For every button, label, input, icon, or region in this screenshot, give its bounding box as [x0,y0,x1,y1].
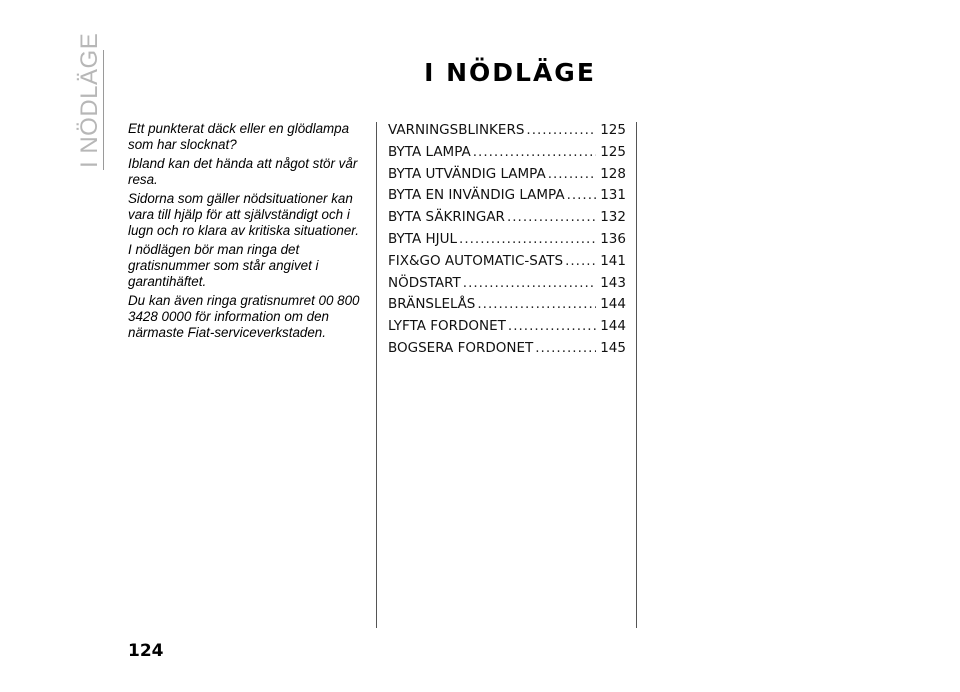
toc-entry-page: 141 [600,252,626,269]
side-tab-rule [103,50,104,170]
column-divider-right [636,122,637,628]
toc-entry-page: 132 [600,209,626,226]
toc-entry-page: 145 [600,339,626,356]
intro-paragraph: Ett punkterat däck eller en glödlampa som har slocknat? [128,121,350,152]
toc-entry[interactable] [388,187,626,209]
toc-leader-dots [526,122,596,138]
toc-entry[interactable] [388,296,626,318]
toc-entry[interactable] [388,209,626,231]
toc-entry-page: 136 [600,230,626,247]
page-title: I NÖDLÄGE [424,58,596,87]
toc-entry-page: 131 [600,187,626,204]
toc-entry-title: BYTA EN INVÄNDIG LAMPA [388,187,565,204]
toc-leader-dots [535,340,596,356]
toc-entry[interactable] [388,122,626,144]
toc-leader-dots [548,166,597,182]
toc-entry[interactable] [388,253,626,275]
table-of-contents [388,122,626,362]
toc-entry-title: BRÄNSLELÅS [388,296,476,313]
intro-paragraph: I nödlägen bör man ringa det gratisnummer som står angivet i garantihäftet. [128,242,319,289]
toc-entry-title: BYTA SÄKRINGAR [388,209,505,226]
toc-entry-title: FIX&GO AUTOMATIC-SATS [388,252,564,269]
toc-entry[interactable] [388,318,626,340]
intro-paragraph: Sidorna som gäller nödsituationer kan vara till hjälp för att självständigt och i lugn och ro klara av kritiska situationer. [128,191,359,238]
toc-entry-page: 144 [600,318,626,335]
toc-entry-title: BYTA UTVÄNDIG LAMPA [388,165,546,182]
toc-entry-title: BYTA HJUL [388,230,458,247]
toc-entry[interactable] [388,275,626,297]
toc-leader-dots [508,318,596,334]
page-number: 124 [128,641,164,661]
toc-entry[interactable] [388,166,626,188]
toc-leader-dots [507,209,596,225]
toc-entry-title: BYTA LAMPA [388,143,471,160]
side-section-label: I NÖDLÄGE [76,32,103,168]
toc-entry-page: 143 [600,274,626,291]
toc-entry-title: BOGSERA FORDONET [388,339,534,356]
toc-leader-dots [567,187,597,203]
toc-entry-title: NÖDSTART [388,274,461,291]
toc-entry[interactable] [388,231,626,253]
intro-text [128,121,368,344]
toc-leader-dots [473,144,596,160]
toc-entry[interactable] [388,340,626,362]
toc-entry-title: LYFTA FORDONET [388,318,506,335]
toc-entry-title: VARNINGSBLINKERS [388,122,525,138]
toc-entry-page: 125 [600,122,626,138]
column-divider-left [376,122,377,628]
toc-leader-dots [459,231,596,247]
toc-entry-page: 125 [600,143,626,160]
intro-paragraph: Ibland kan det hända att något stör vår resa. [128,156,358,187]
toc-leader-dots [477,296,596,312]
toc-entry[interactable] [388,144,626,166]
toc-entry-page: 128 [600,165,626,182]
intro-paragraph: Du kan även ringa gratisnumret 00 800 3428 0000 för information om den närmaste Fiat-serviceverkstaden. [128,293,360,340]
toc-entry-page: 144 [600,296,626,313]
toc-leader-dots [565,253,596,269]
toc-leader-dots [463,275,596,291]
